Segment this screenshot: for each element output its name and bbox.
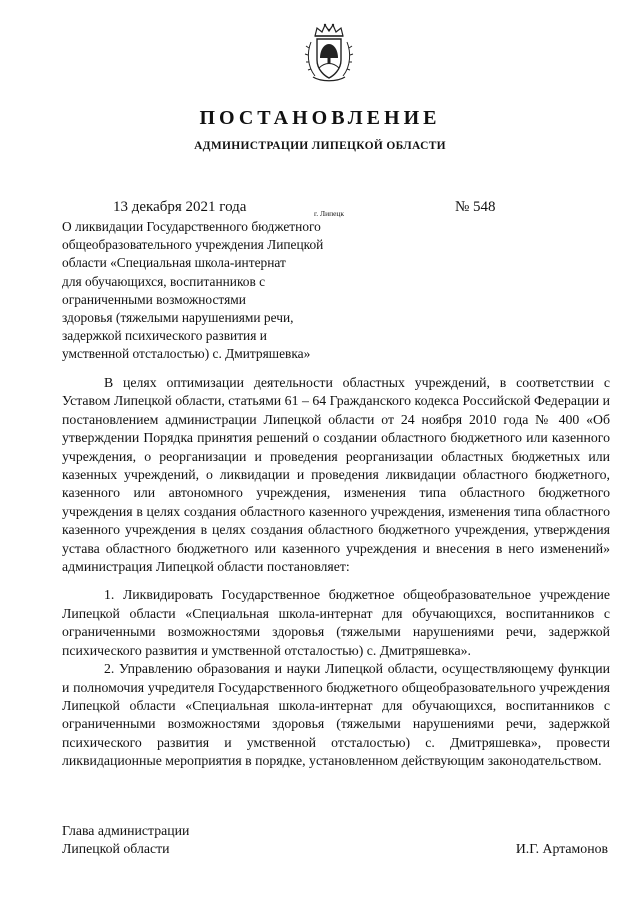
clause-1: 1. Ликвидировать Государственное бюджетное общеобразовательное учреждение Липецкой области «Специальная школа-интернат для обучающихся, воспитанников с ограниченными возможностями здоровья (тяжелыми нарушениями речи, задержкой психического развития и умственной отсталостью) с. Дмитряшевка». (62, 587, 610, 658)
signatory-position-line1: Глава администрации (62, 823, 190, 838)
lipetsk-coat-of-arms-icon (303, 22, 355, 84)
subject-line: ограниченными возможностями (62, 291, 246, 307)
document-number: № 548 (455, 199, 496, 215)
clause-2: 2. Управлению образования и науки Липецкой области, осуществляющему функции и полномочия учредителя Государственного бюджетного общеобразовательного учреждения Липецкой области «Специальная школа-интернат для обучающихся, воспитанников с ограниченными возможностями здоровья (тяжелыми нарушениями речи, задержкой психического развития и умственной отсталостью) с. Дмитряшевка», провести ликвидационные мероприятия в порядке, установленном действующим законодательством. (62, 661, 610, 769)
subject-line: задержкой психического развития и (62, 328, 267, 344)
subject-line: для обучающихся, воспитанников с (62, 273, 266, 289)
subject-line: умственной отсталостью) с. Дмитряшевка» (62, 346, 311, 362)
issuing-authority: АДМИНИСТРАЦИИ ЛИПЕЦКОЙ ОБЛАСТИ (194, 140, 446, 152)
preamble-paragraph: В целях оптимизации деятельности областных учреждений, в соответствии с Уставом Липецкой области, статьями 61 – 64 Гражданского кодекса Российской Федерации и постановлением администрации Липецкой области от 24 ноября 2010 года № 400 «Об утверждении Порядка принятия решений о создании областного бюджетного или казенного учреждения, о реорганизации и проведения реорганизации областных бюджетных или казенных учреждений, о ликвидации и проведения ликвидации областного бюджетного, казенного или автономного учреждения, изменения типа областного бюджетного учреждения в целях создания областного казенного учреждения, изменения типа областного казенного учреждения в целях создания областного бюджетного учреждения, утверждения устава областного бюджетного или казенного учреждения и внесения в него изменений» администрация Липецкой области постановляет: (62, 375, 610, 575)
subject-line: О ликвидации Государственного бюджетного (62, 219, 321, 234)
document-date: 13 декабря 2021 года (113, 199, 247, 215)
signatory-name: И.Г. Артамонов (515, 841, 608, 857)
document-place: г. Липецк (314, 209, 345, 218)
subject-line: здоровья (тяжелыми нарушениями речи, (62, 310, 294, 326)
document-body (62, 374, 610, 771)
document-title: ПОСТАНОВЛЕНИЕ (199, 107, 441, 129)
subject-line: общеобразовательного учреждения Липецкой (62, 237, 324, 253)
subject-line: области «Специальная школа-интернат (62, 255, 286, 271)
document-subject (62, 218, 362, 364)
signatory-position-line2: Липецкой области (62, 841, 170, 857)
signature-block (62, 822, 610, 859)
